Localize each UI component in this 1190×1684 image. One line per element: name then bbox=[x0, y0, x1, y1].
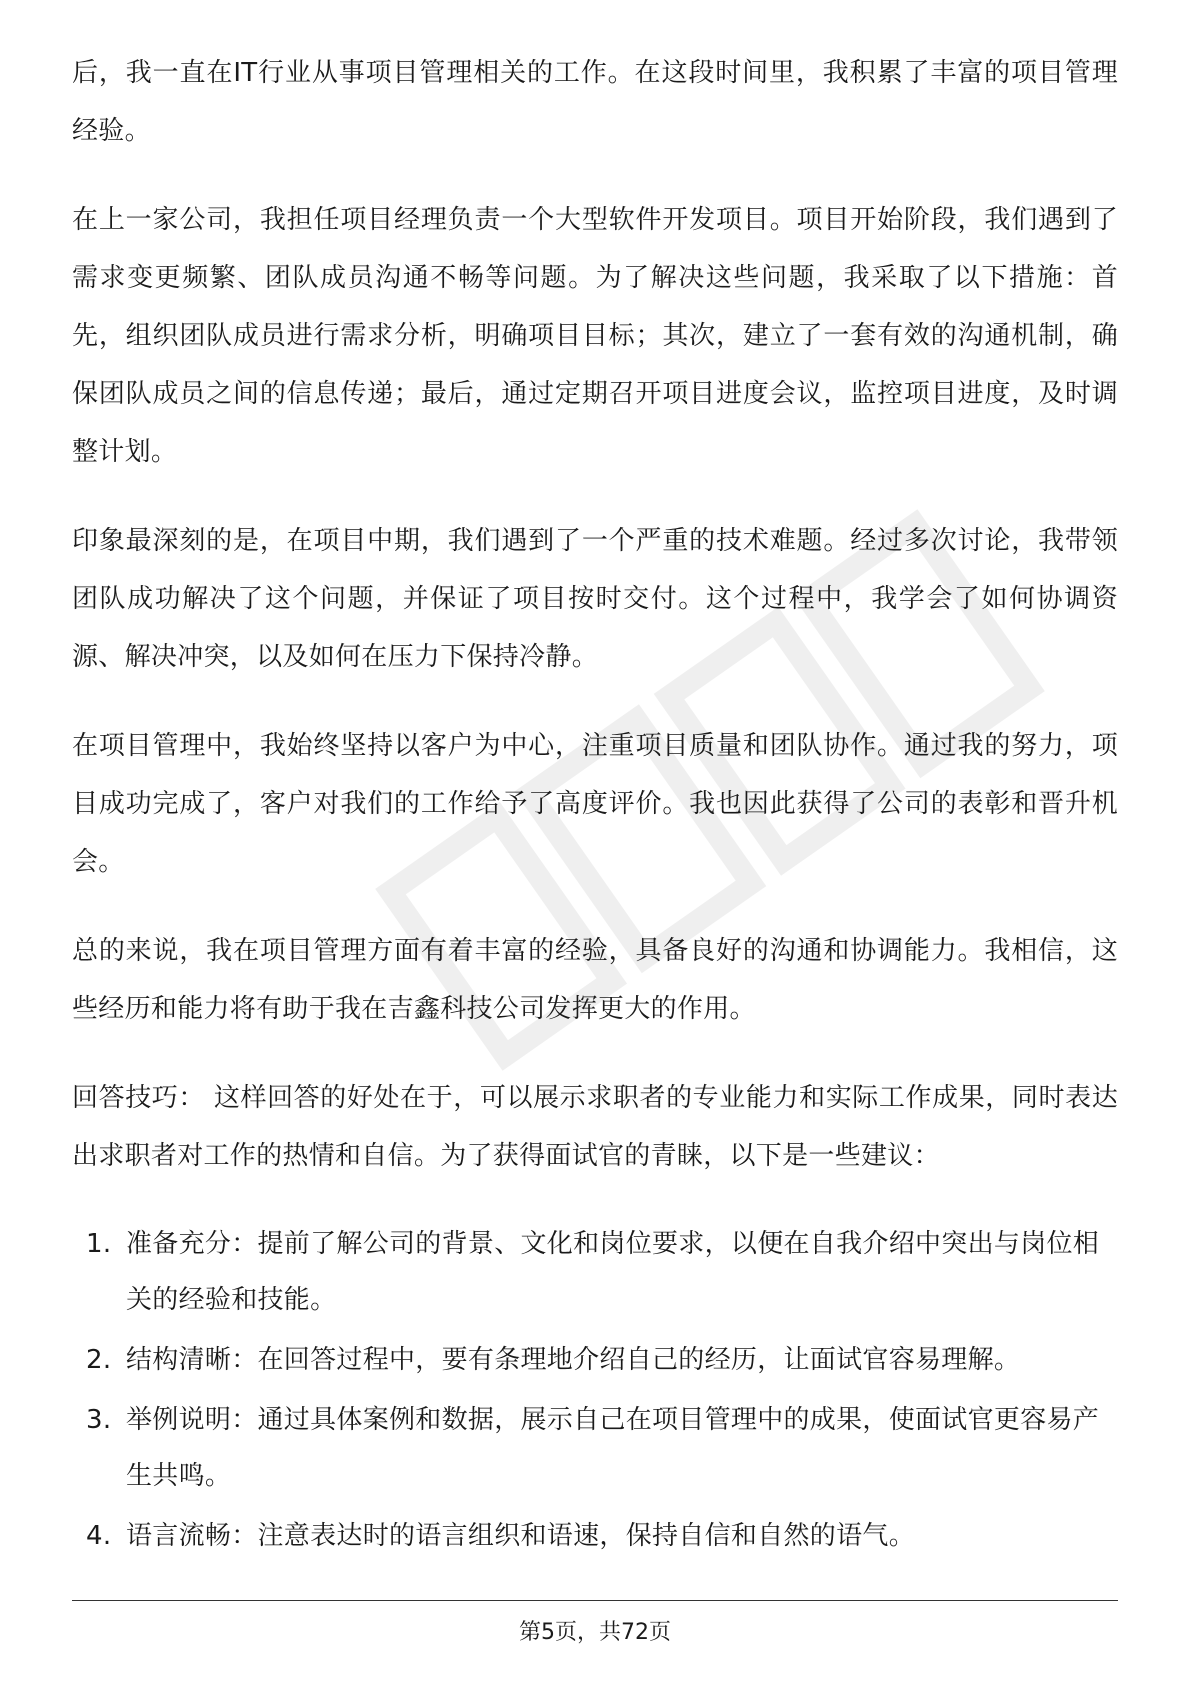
list-item bbox=[72, 1332, 1118, 1388]
answer-tips-paragraph: 回答技巧： 这样回答的好处在于，可以展示求职者的专业能力和实际工作成果，同时表达出求职者对工作的热情和自信。为了获得面试官的青睐，以下是一些建议： bbox=[72, 1083, 1118, 1171]
list-item-text: 结构清晰：在回答过程中，要有条理地介绍自己的经历，让面试官容易理解。 bbox=[126, 1345, 1021, 1375]
list-number: 1. bbox=[86, 1229, 112, 1259]
paragraph: 在项目管理中，我始终坚持以客户为中心，注重项目质量和团队协作。通过我的努力，项目成功完成了，客户对我们的工作给予了高度评价。我也因此获得了公司的表彰和晋升机会。 bbox=[72, 731, 1118, 877]
document-body bbox=[72, 44, 1118, 1568]
paragraph: 在上一家公司，我担任项目经理负责一个大型软件开发项目。项目开始阶段，我们遇到了需求变更频繁、团队成员沟通不畅等问题。为了解决这些问题，我采取了以下措施：首先，组织团队成员进行需求分析，明确项目目标；其次，建立了一套有效的沟通机制，确保团队成员之间的信息传递；最后，通过定期召开项目进度会议，监控项目进度，及时调整计划。 bbox=[72, 205, 1118, 467]
list-item-text: 语言流畅：注意表达时的语言组织和语速，保持自信和自然的语气。 bbox=[126, 1521, 916, 1551]
list-number: 2. bbox=[86, 1345, 112, 1375]
footer-divider bbox=[72, 1600, 1118, 1601]
list-item bbox=[72, 1216, 1118, 1328]
list-item bbox=[72, 1392, 1118, 1504]
list-item-text: 准备充分：提前了解公司的背景、文化和岗位要求，以便在自我介绍中突出与岗位相关的经验和技能。 bbox=[126, 1229, 1100, 1315]
list-item-text: 举例说明：通过具体案例和数据，展示自己在项目管理中的成果，使面试官更容易产生共鸣。 bbox=[126, 1405, 1100, 1491]
page-number: 第5页，共72页 bbox=[519, 1620, 671, 1645]
list-number: 4. bbox=[86, 1521, 112, 1551]
tips-list bbox=[72, 1216, 1118, 1564]
paragraph: 后，我一直在IT行业从事项目管理相关的工作。在这段时间里，我积累了丰富的项目管理经验。 bbox=[72, 58, 1118, 146]
list-number: 3. bbox=[86, 1405, 112, 1435]
list-item bbox=[72, 1508, 1118, 1564]
paragraph: 印象最深刻的是，在项目中期，我们遇到了一个严重的技术难题。经过多次讨论，我带领团队成功解决了这个问题，并保证了项目按时交付。这个过程中，我学会了如何协调资源、解决冲突，以及如何在压力下保持冷静。 bbox=[72, 526, 1118, 672]
paragraph: 总的来说，我在项目管理方面有着丰富的经验，具备良好的沟通和协调能力。我相信，这些经历和能力将有助于我在吉鑫科技公司发挥更大的作用。 bbox=[72, 936, 1118, 1024]
